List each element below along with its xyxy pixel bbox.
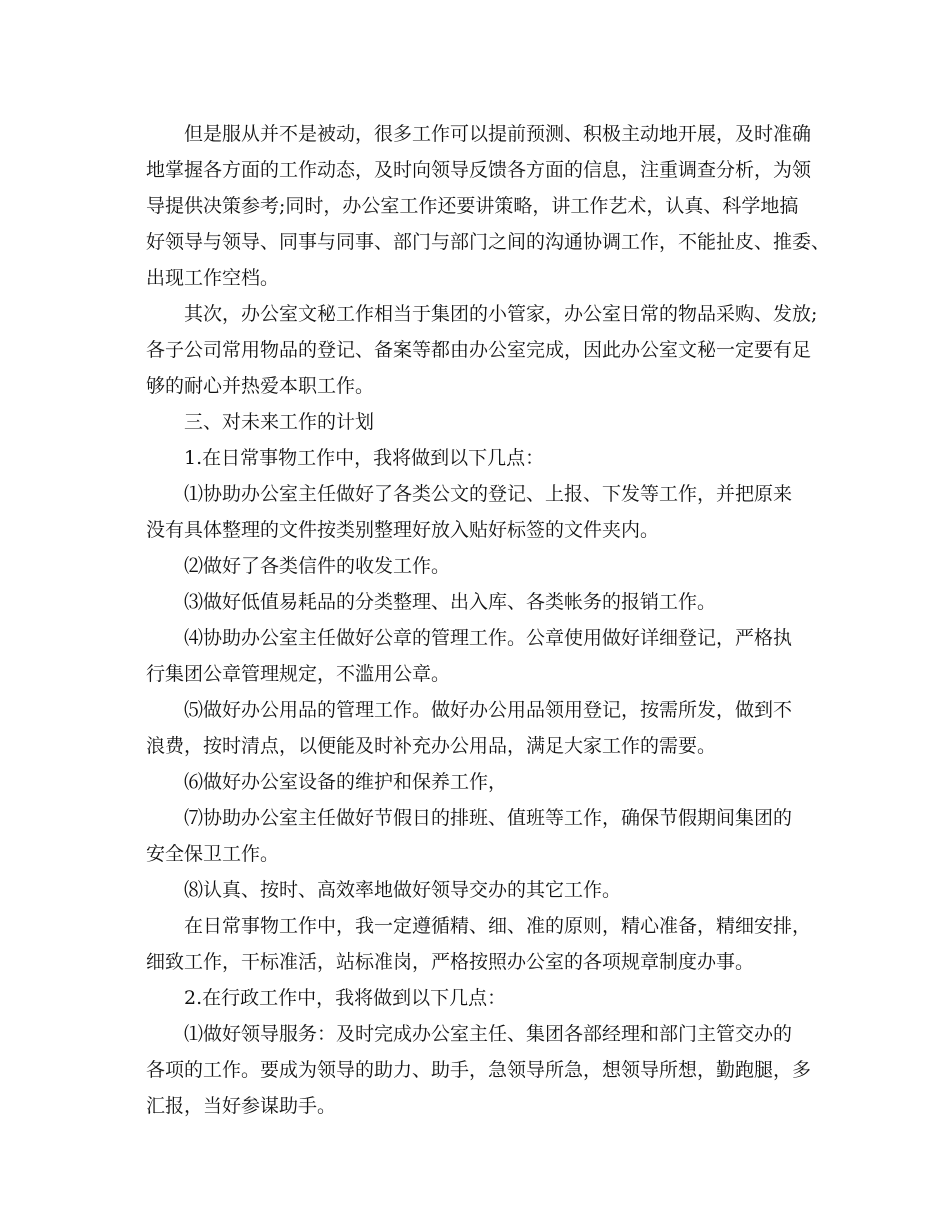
text-line: 各项的工作。要成为领导的助力、助手，急领导所急，想领导所想，勤跑腿，多 (146, 1059, 812, 1081)
text-line: 地掌握各方面的工作动态，及时向领导反馈各方面的信息，注重调查分析，为领 (146, 159, 812, 181)
text-line: 汇报，当好参谋助手。 (146, 1095, 337, 1117)
text-line: 在日常事物工作中，我一定遵循精、细、准的原则，精心准备，精细安排， (184, 915, 812, 937)
text-line: 其次，办公室文秘工作相当于集团的小管家，办公室日常的物品采购、发放; (184, 303, 818, 325)
text-line: 够的耐心并热爱本职工作。 (146, 375, 375, 397)
text-line: 安全保卫工作。 (146, 843, 280, 865)
section-heading: 三、对未来工作的计划 (184, 411, 375, 433)
text-line: 出现工作空档。 (146, 267, 280, 289)
list-item: ⑸做好办公用品的管理工作。做好办公用品领用登记，按需所发，做到不 (184, 699, 793, 721)
text-line: 浪费，按时清点，以便能及时补充办公用品，满足大家工作的需要。 (146, 735, 717, 757)
list-item: ⑺协助办公室主任做好节假日的排班、值班等工作，确保节假期间集团的 (184, 807, 793, 829)
list-item: ⑵做好了各类信件的收发工作。 (184, 555, 451, 577)
text-line: 细致工作，干标准活，站标准岗，严格按照办公室的各项规章制度办事。 (146, 951, 755, 973)
subsection-heading: 1.在日常事物工作中，我将做到以下几点： (184, 447, 545, 469)
text-line: 各子公司常用物品的登记、备案等都由办公室完成，因此办公室文秘一定要有足 (146, 339, 812, 361)
subsection-heading: 2.在行政工作中，我将做到以下几点： (184, 987, 507, 1009)
text-line: 没有具体整理的文件按类别整理好放入贴好标签的文件夹内。 (146, 519, 660, 541)
list-item: ⑻认真、按时、高效率地做好领导交办的其它工作。 (184, 879, 622, 901)
list-item: ⑹做好办公室设备的维护和保养工作， (184, 771, 508, 793)
list-item: ⑴协助办公室主任做好了各类公文的登记、上报、下发等工作，并把原来 (184, 483, 793, 505)
list-item: ⑶做好低值易耗品的分类整理、出入库、各类帐务的报销工作。 (184, 591, 717, 613)
text-line: 导提供决策参考;同时，办公室工作还要讲策略，讲工作艺术，认真、科学地搞 (146, 195, 799, 217)
text-line: 行集团公章管理规定，不滥用公章。 (146, 663, 451, 685)
text-line: 好领导与领导、同事与同事、部门与部门之间的沟通协调工作，不能扯皮、推委、 (146, 231, 831, 253)
text-line: 但是服从并不是被动，很多工作可以提前预测、积极主动地开展，及时准确 (184, 123, 812, 145)
list-item: ⑴做好领导服务：及时完成办公室主任、集团各部经理和部门主管交办的 (184, 1023, 793, 1045)
list-item: ⑷协助办公室主任做好公章的管理工作。公章使用做好详细登记，严格执 (184, 627, 793, 649)
